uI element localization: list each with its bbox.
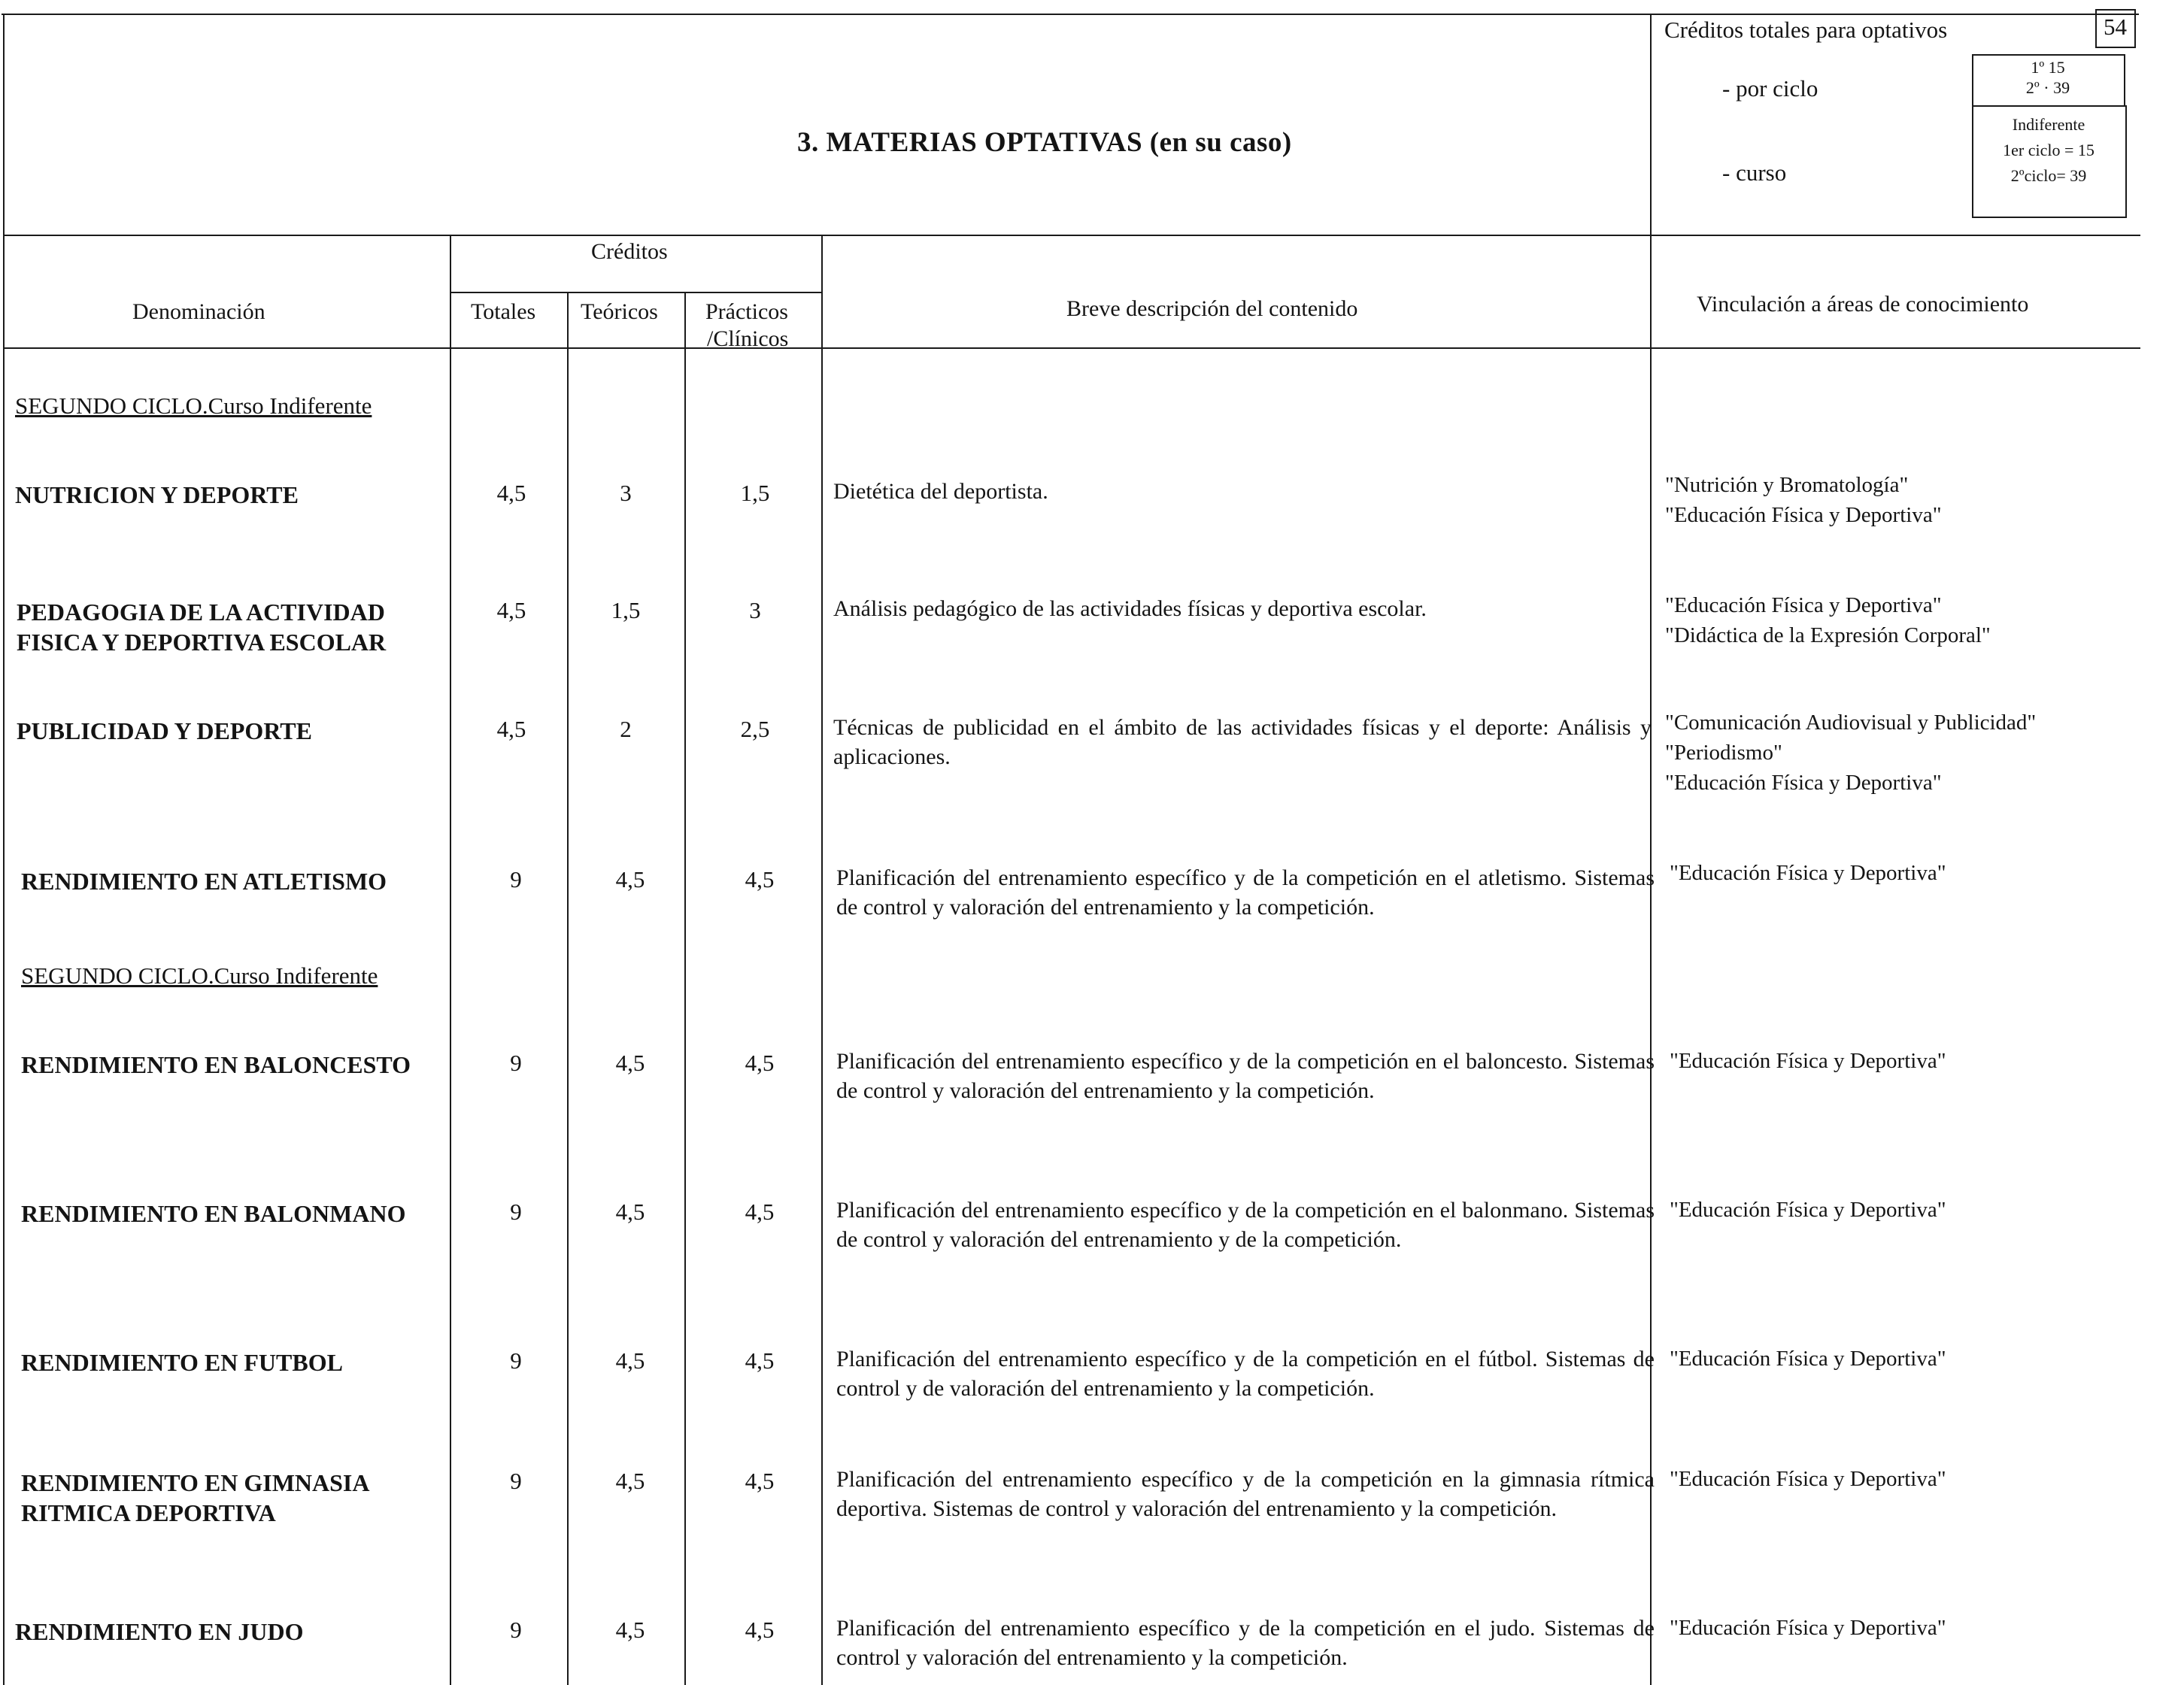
area: "Didáctica de la Expresión Corporal" (1665, 623, 1991, 647)
col-header-practicos: Prácticos (705, 299, 788, 324)
subject-name-line2: FISICA Y DEPORTIVA ESCOLAR (17, 629, 387, 656)
totales-value: 9 (510, 1347, 522, 1374)
totales-value: 9 (510, 866, 522, 893)
area: "Comunicación Audiovisual y Publicidad" (1665, 711, 2037, 735)
practicos-value: 4,5 (745, 1050, 775, 1076)
teoricos-value: 4,5 (615, 866, 645, 893)
col-header-denominacion: Denominación (132, 299, 265, 324)
totales-value: 9 (510, 1050, 522, 1076)
top-border (2, 14, 2139, 15)
practicos-value: 3 (749, 597, 761, 623)
area: "Periodismo" (1665, 741, 1782, 765)
totales-value: 9 (510, 1468, 522, 1494)
subject-name: PEDAGOGIA DE LA ACTIVIDAD (17, 599, 385, 626)
col-header-clinicos: /Clínicos (707, 326, 789, 351)
subject-name-line2: RITMICA DEPORTIVA (21, 1499, 276, 1526)
col-header-creditos: Créditos (591, 239, 668, 264)
col-divider-totales (450, 235, 451, 1685)
col-divider-teoricos (567, 292, 569, 1685)
subject-name: RENDIMIENTO EN BALONCESTO (21, 1051, 411, 1078)
col-header-totales: Totales (471, 299, 536, 324)
subject-name: RENDIMIENTO EN GIMNASIA (21, 1469, 370, 1496)
table-header-bottom-border (3, 347, 2140, 349)
area: "Educación Física y Deportiva" (1665, 503, 1942, 527)
description: Planificación del entrenamiento específico y de la competición en el judo. Sistemas de control y valoración del entrenamiento y la competición. (836, 1616, 1655, 1670)
header-divider (1650, 14, 1652, 1685)
area: "Nutrición y Bromatología" (1665, 473, 1909, 497)
practicos-value: 2,5 (740, 716, 770, 742)
description: Planificación del entrenamiento específico y de la competición en el baloncesto. Sistemas de control y valoración del entrenamiento y la competición. (836, 1049, 1655, 1103)
description: Técnicas de publicidad en el ámbito de las actividades físicas y el deporte: Análisis y aplicaciones. (833, 715, 1652, 769)
section-heading: SEGUNDO CICLO.Curso Indiferente (21, 962, 378, 989)
totales-value: 4,5 (496, 716, 526, 742)
left-border (3, 14, 5, 1685)
area: "Educación Física y Deportiva" (1670, 861, 1946, 885)
totals-label: Créditos totales para optativos (1664, 17, 1948, 43)
teoricos-value: 2 (620, 716, 632, 742)
header-bottom-border (3, 235, 2140, 236)
teoricos-value: 4,5 (615, 1468, 645, 1494)
area: "Educación Física y Deportiva" (1670, 1049, 1946, 1073)
practicos-value: 1,5 (740, 480, 770, 506)
area: "Educación Física y Deportiva" (1670, 1467, 1946, 1491)
description: Dietética del deportista. (833, 479, 1048, 504)
curso-box-line3: 2ºciclo= 39 (2010, 166, 2087, 185)
practicos-value: 4,5 (745, 1199, 775, 1225)
subject-name: RENDIMIENTO EN FUTBOL (21, 1349, 343, 1376)
practicos-value: 4,5 (745, 1468, 775, 1494)
curso-label: - curso (1722, 159, 1787, 186)
creditos-group-bottom (450, 292, 821, 293)
subject-name: RENDIMIENTO EN BALONMANO (21, 1200, 406, 1227)
practicos-value: 4,5 (745, 866, 775, 893)
practicos-value: 4,5 (745, 1347, 775, 1374)
totales-value: 9 (510, 1617, 522, 1643)
practicos-value: 4,5 (745, 1617, 775, 1643)
description: Planificación del entrenamiento específico y de la competición en la gimnasia rítmica deportiva. Sistemas de control y valoración del entrenamiento y la competición. (836, 1467, 1655, 1521)
description: Planificación del entrenamiento específico y de la competición en el balonmano. Sistemas de control y valoración del entrenamiento y de la competición. (836, 1198, 1655, 1252)
col-header-vinculacion: Vinculación a áreas de conocimiento (1697, 292, 2029, 317)
subject-name: PUBLICIDAD Y DEPORTE (17, 717, 312, 744)
subject-name: NUTRICION Y DEPORTE (15, 481, 299, 508)
subject-name: RENDIMIENTO EN JUDO (15, 1618, 304, 1645)
area: "Educación Física y Deportiva" (1665, 593, 1942, 617)
section-heading: SEGUNDO CICLO.Curso Indiferente (15, 392, 372, 419)
description: Planificación del entrenamiento específico y de la competición en el atletismo. Sistemas de control y valoración del entrenamiento y la competición. (836, 865, 1655, 920)
teoricos-value: 3 (620, 480, 632, 506)
totals-value: 54 (2104, 14, 2127, 40)
por-ciclo-label: - por ciclo (1722, 75, 1818, 102)
teoricos-value: 4,5 (615, 1617, 645, 1643)
curso-box-line2: 1er ciclo = 15 (2003, 141, 2095, 159)
area: "Educación Física y Deportiva" (1665, 771, 1942, 795)
area: "Educación Física y Deportiva" (1670, 1198, 1946, 1222)
subject-name: RENDIMIENTO EN ATLETISMO (21, 868, 387, 895)
description: Análisis pedagógico de las actividades físicas y deportiva escolar. (833, 596, 1427, 621)
totales-value: 9 (510, 1199, 522, 1225)
col-header-descripcion: Breve descripción del contenido (1066, 296, 1358, 321)
area: "Educación Física y Deportiva" (1670, 1616, 1946, 1640)
area: "Educación Física y Deportiva" (1670, 1347, 1946, 1371)
curso-box-line1: Indiferente (2012, 115, 2085, 134)
teoricos-value: 4,5 (615, 1050, 645, 1076)
col-header-teoricos: Teóricos (581, 299, 658, 324)
totales-value: 4,5 (496, 480, 526, 506)
totales-value: 4,5 (496, 597, 526, 623)
col-divider-practicos (684, 292, 686, 1685)
page-title: 3. MATERIAS OPTATIVAS (en su caso) (797, 127, 1292, 158)
ciclo-box-line1: 1º 15 (2031, 58, 2065, 77)
teoricos-value: 4,5 (615, 1347, 645, 1374)
teoricos-value: 1,5 (611, 597, 641, 623)
ciclo-box-line2: 2º · 39 (2025, 78, 2070, 97)
teoricos-value: 4,5 (615, 1199, 645, 1225)
col-divider-descripcion (821, 235, 823, 1685)
description: Planificación del entrenamiento específico y de la competición en el fútbol. Sistemas de control y de valoración del entrenamiento y la competición. (836, 1347, 1655, 1401)
